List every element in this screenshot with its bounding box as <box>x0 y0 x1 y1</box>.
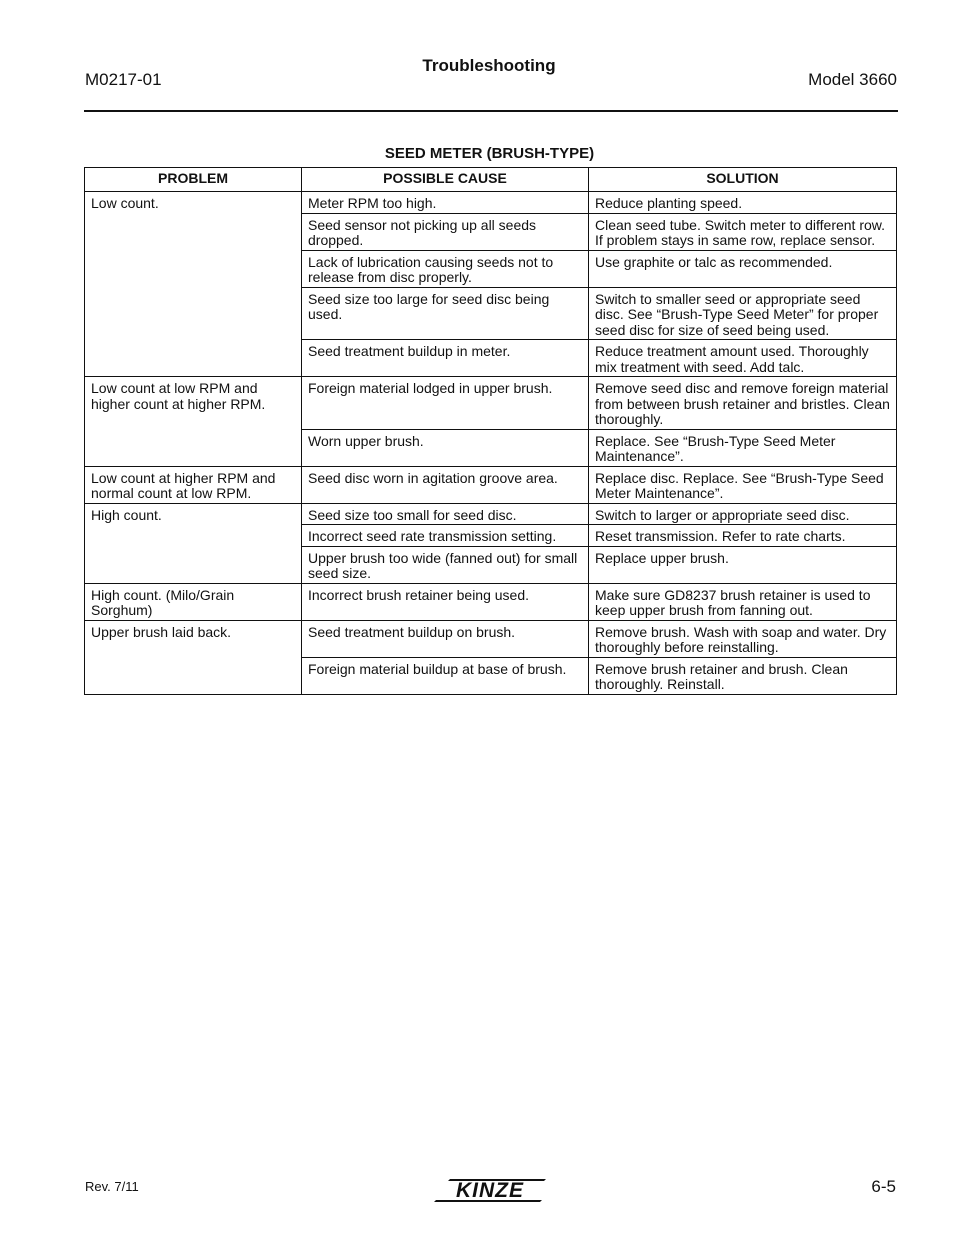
solution-cell: Switch to smaller seed or appropriate seed disc. See “Brush-Type Seed Meter” for proper seed disc for size of seed being used. <box>589 287 897 340</box>
solution-cell: Replace. See “Brush-Type Seed Meter Maintenance”. <box>589 429 897 466</box>
header-divider <box>84 110 898 112</box>
section-title: Troubleshooting <box>422 56 556 75</box>
problem-cell: Low count at low RPM and higher count at higher RPM. <box>85 377 302 467</box>
column-header-possible-cause: POSSIBLE CAUSE <box>302 168 589 192</box>
model-label: Model 3660 <box>808 70 897 89</box>
solution-cell: Use graphite or talc as recommended. <box>589 250 897 287</box>
revision-label: Rev. 7/11 <box>85 1179 139 1194</box>
cause-cell: Foreign material buildup at base of brush. <box>302 657 589 694</box>
cause-cell: Seed disc worn in agitation groove area. <box>302 466 589 503</box>
table-row <box>85 620 897 657</box>
solution-cell: Remove seed disc and remove foreign material from between brush retainer and bristles. Clean thoroughly. <box>589 377 897 430</box>
solution-cell: Reset transmission. Refer to rate charts. <box>589 525 897 547</box>
table-row <box>85 503 897 525</box>
cause-cell: Seed sensor not picking up all seeds dropped. <box>302 213 589 250</box>
problem-cell: High count. <box>85 503 302 583</box>
table-title: SEED METER (BRUSH-TYPE) <box>384 145 595 162</box>
cause-cell: Seed size too small for seed disc. <box>302 503 589 525</box>
solution-cell: Make sure GD8237 brush retainer is used to keep upper brush from fanning out. <box>589 583 897 620</box>
solution-cell: Replace upper brush. <box>589 546 897 583</box>
cause-cell: Seed size too large for seed disc being used. <box>302 287 589 340</box>
solution-cell: Remove brush retainer and brush. Clean thoroughly. Reinstall. <box>589 657 897 694</box>
problem-cell: High count. (Milo/Grain Sorghum) <box>85 583 302 620</box>
cause-cell: Seed treatment buildup on brush. <box>302 620 589 657</box>
troubleshooting-table <box>84 167 897 695</box>
table-header-row <box>85 168 897 192</box>
kinze-logo <box>430 1176 550 1204</box>
solution-cell: Switch to larger or appropriate seed disc. <box>589 503 897 525</box>
cause-cell: Lack of lubrication causing seeds not to release from disc properly. <box>302 250 589 287</box>
cause-cell: Upper brush too wide (fanned out) for small seed size. <box>302 546 589 583</box>
cause-cell: Incorrect seed rate transmission setting. <box>302 525 589 547</box>
solution-cell: Remove brush. Wash with soap and water. Dry thoroughly before reinstalling. <box>589 620 897 657</box>
column-header-solution: SOLUTION <box>589 168 897 192</box>
cause-cell: Worn upper brush. <box>302 429 589 466</box>
table-row <box>85 192 897 214</box>
cause-cell: Seed treatment buildup in meter. <box>302 340 589 377</box>
kinze-logo-text: KINZE <box>456 1179 524 1202</box>
problem-cell: Low count at higher RPM and normal count at low RPM. <box>85 466 302 503</box>
problem-cell: Low count. <box>85 192 302 377</box>
page-number: 6-5 <box>871 1177 896 1196</box>
table-row <box>85 377 897 430</box>
solution-cell: Reduce planting speed. <box>589 192 897 214</box>
table-body <box>85 192 897 695</box>
cause-cell: Incorrect brush retainer being used. <box>302 583 589 620</box>
column-header-problem: PROBLEM <box>85 168 302 192</box>
document-number: M0217-01 <box>85 70 162 89</box>
cause-cell: Foreign material lodged in upper brush. <box>302 377 589 430</box>
problem-cell: Upper brush laid back. <box>85 620 302 694</box>
table-row <box>85 466 897 503</box>
solution-cell: Replace disc. Replace. See “Brush-Type Seed Meter Maintenance”. <box>589 466 897 503</box>
solution-cell: Reduce treatment amount used. Thoroughly mix treatment with seed. Add talc. <box>589 340 897 377</box>
solution-cell: Clean seed tube. Switch meter to different row. If problem stays in same row, replace sensor. <box>589 213 897 250</box>
table-row <box>85 583 897 620</box>
cause-cell: Meter RPM too high. <box>302 192 589 214</box>
